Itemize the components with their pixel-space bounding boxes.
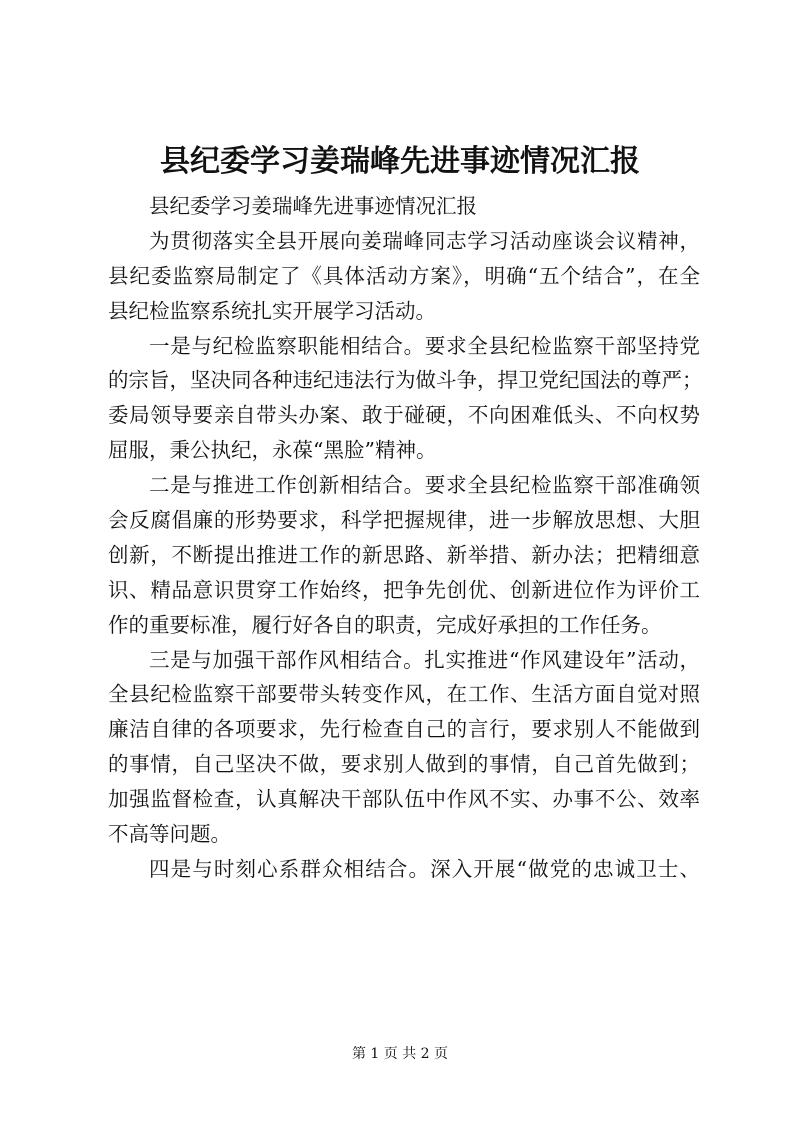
text-line: 的事情，自己坚决不做，要求别人做到的事情，自己首先做到； <box>108 752 700 777</box>
text-line: 县纪委监察局制定了《具体活动方案》，明确“五个结合”，在全 <box>108 263 700 288</box>
text-line: 为贯彻落实全县开展向姜瑞峰同志学习活动座谈会议精神， <box>149 228 700 253</box>
text-line: 作的重要标准，履行好各自的职责，完成好承担的工作任务。 <box>108 612 662 637</box>
text-line: 廉洁自律的各项要求，先行检查自己的言行，要求别人不能做到 <box>108 717 700 742</box>
text-line: 的宗旨，坚决同各种违纪违法行为做斗争，捍卫党纪国法的尊严； <box>108 368 703 393</box>
text-line: 会反腐倡廉的形势要求，科学把握规律，进一步解放思想、大胆 <box>108 508 700 533</box>
text-line: 委局领导要亲自带头办案、敢于碰硬，不向困难低头、不向权势 <box>108 403 700 428</box>
page-footer: 第 1 页 共 2 页 <box>351 1046 449 1062</box>
text-line: 县纪检监察系统扎实开展学习活动。 <box>108 298 436 323</box>
text-line: 四是与时刻心系群众相结合。深入开展“做党的忠诚卫士、 <box>149 856 700 881</box>
text-line: 加强监督检查，认真解决干部队伍中作风不实、办事不公、效率 <box>108 787 700 812</box>
text-line: 不高等问题。 <box>108 822 231 847</box>
text-line: 识、精品意识贯穿工作始终，把争先创优、创新进位作为评价工 <box>108 577 700 602</box>
text-line: 全县纪检监察干部要带头转变作风，在工作、生活方面自觉对照 <box>108 682 700 707</box>
text-line: 一是与纪检监察职能相结合。要求全县纪检监察干部坚持党 <box>149 333 700 358</box>
text-line: 屈服，秉公执纪，永葆“黑脸”精神。 <box>108 438 437 463</box>
text-line: 县纪委学习姜瑞峰先进事迹情况汇报 <box>149 194 477 218</box>
document-title: 县纪委学习姜瑞峰先进事迹情况汇报 <box>160 144 640 179</box>
text-line: 二是与推进工作创新相结合。要求全县纪检监察干部准确领 <box>149 473 700 498</box>
text-line: 创新，不断提出推进工作的新思路、新举措、新办法；把精细意 <box>108 542 700 567</box>
text-line: 三是与加强干部作风相结合。扎实推进“作风建设年”活动， <box>149 647 700 672</box>
document-body <box>108 189 703 887</box>
